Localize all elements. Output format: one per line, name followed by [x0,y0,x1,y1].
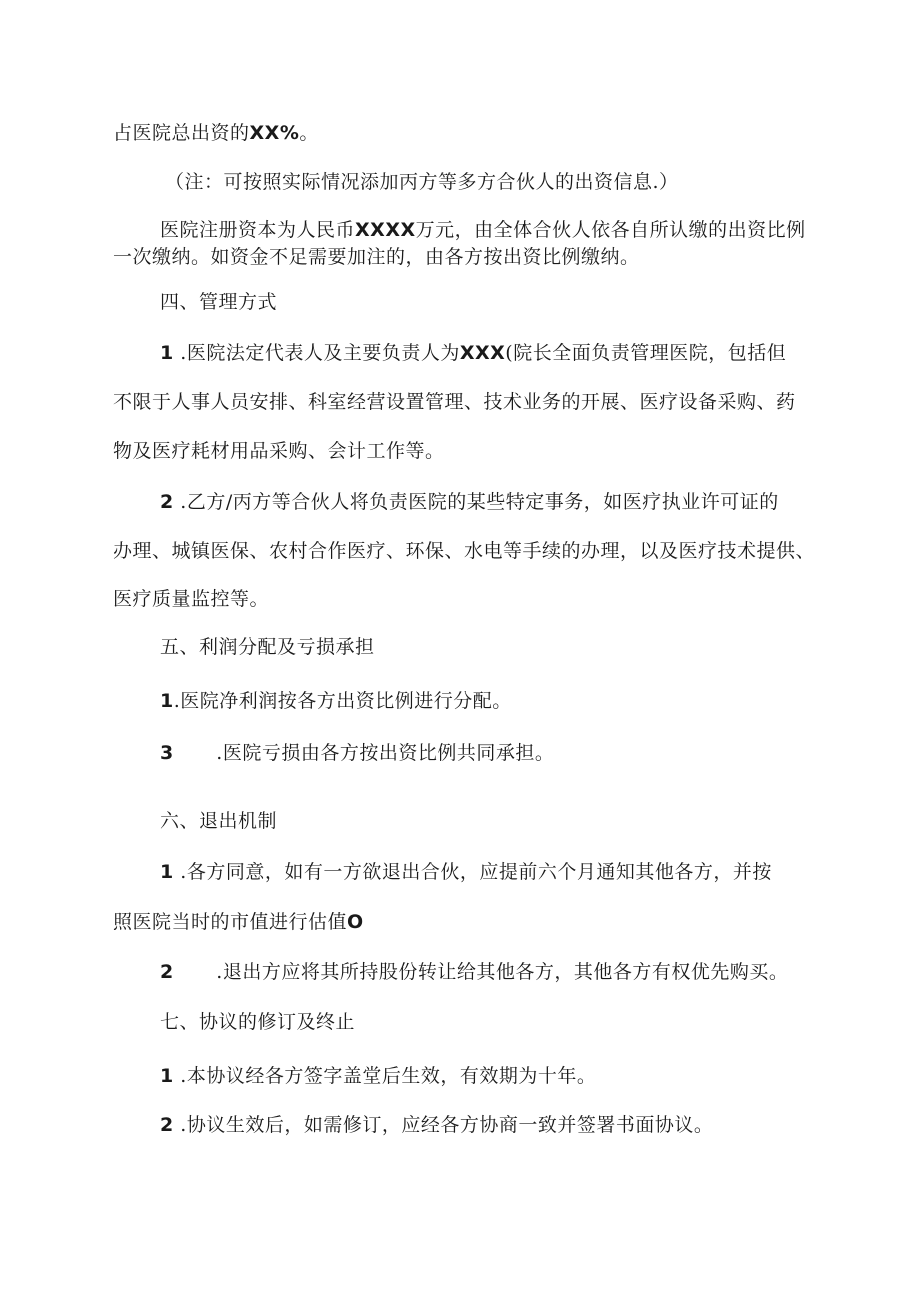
list-item [160,490,779,514]
list-item [160,341,786,365]
paragraph-line [160,218,806,242]
heading-text: 五、利润分配及亏损承担 [160,636,375,658]
note-text: （注：可按照实际情况添加丙方等多方合伙人的出资信息.） [165,171,679,193]
text: 一次缴纳。如资金不足需要加注的，由各方按出资比例缴纳。 [113,246,640,268]
heading-text: 六、退出机制 [160,810,278,832]
text: .医院亏损由各方按出资比例共同承担。 [216,742,555,764]
text: .本协议经各方签字盖堂后生效，有效期为十年。 [180,1065,597,1087]
section-heading [160,635,375,659]
paragraph-line [113,390,796,414]
paragraph-line [113,539,815,563]
note-line [165,170,679,194]
list-item [160,960,788,984]
paragraph-line [113,910,364,934]
list-item [160,860,772,884]
item-number: 2 [160,961,174,983]
item-number: 1 [160,342,174,364]
item-number: 1 [160,690,174,712]
text: 医疗质量监控等。 [113,588,270,610]
list-item [160,741,554,765]
list-item [160,689,512,713]
trailing-mark: O [347,911,364,933]
placeholder-amount: XXXX [355,219,416,241]
text: .退出方应将其所持股份转让给其他各方，其他各方有权优先购买。 [216,961,789,983]
paragraph-line [113,121,319,145]
section-heading [160,1010,355,1034]
list-item [160,1113,713,1137]
text: .各方同意，如有一方欲退出合伙，应提前六个月通知其他各方，并按 [180,861,772,883]
section-heading [160,290,277,314]
item-number: 2 [160,1114,174,1136]
paragraph-line [113,439,445,463]
list-item [160,1064,596,1088]
heading-text: 七、协议的修订及终止 [160,1011,356,1033]
paragraph-line [113,245,640,269]
text: 不限于人事人员安排、科室经营设置管理、技术业务的开展、医疗设备采购、药 [113,391,796,413]
text: 占医院总出资的 [113,122,250,144]
paragraph-line [113,587,269,611]
item-number: 3 [160,742,174,764]
text: 。 [299,122,319,144]
text: 医院注册资本为人民币 [160,219,356,241]
item-number: 1 [160,861,174,883]
item-number: 1 [160,1065,174,1087]
text: .乙方/丙方等合伙人将负责医院的某些特定事务，如医疗执业许可证的 [180,491,779,513]
heading-text: 四、管理方式 [160,291,278,313]
placeholder-percent: XX% [249,122,300,144]
text: .协议生效后，如需修订，应经各方协商一致并签署书面协议。 [180,1114,714,1136]
text: 万元，由全体合伙人依各自所认缴的出资比例 [415,219,806,241]
text: 物及医疗耗材用品采购、会计工作等。 [113,440,445,462]
text: (院长全面负责管理医院，包括但 [505,342,787,364]
section-heading [160,809,277,833]
text: .医院净利润按各方出资比例进行分配。 [173,690,512,712]
text: .医院法定代表人及主要负责人为 [180,342,460,364]
text: 办理、城镇医保、农村合作医疗、环保、水电等手续的办理，以及医疗技术提供、 [113,540,816,562]
text: 照医院当时的市值进行估值 [113,911,348,933]
placeholder-name: XXX [459,342,506,364]
item-number: 2 [160,491,174,513]
